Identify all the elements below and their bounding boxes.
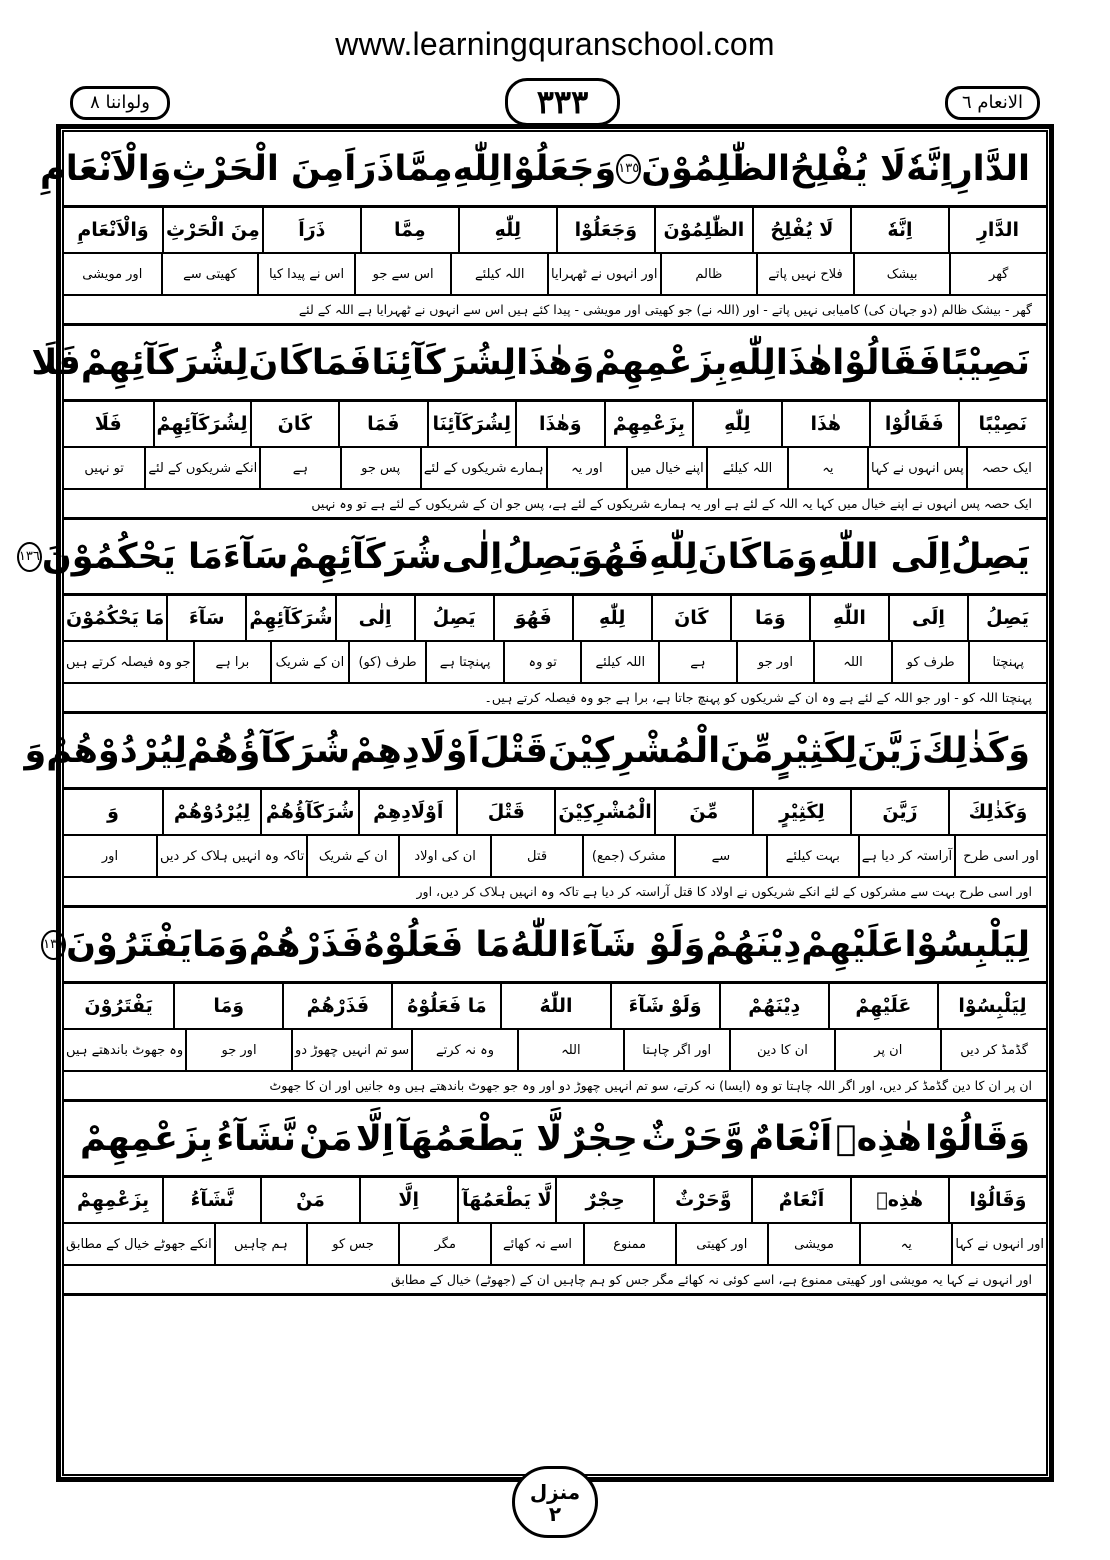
arabic-word-cell: لِلّٰهِ [572,596,651,640]
verse-word: وَكَذٰلِكَ [921,730,1030,771]
urdu-translation-line: اور انہوں نے کہا یہ مویشی اور کھیتی ممنوع ہے، اسے کوئی نہ کھائے مگر جس کو ہم چاہیں ان کے (جھوٹے) خیال کے مطابق [64,1266,1046,1296]
arabic-word-cell: اِلَّا [359,1178,457,1222]
arabic-word-cell: شُرَكَآئِهِمْ [245,596,334,640]
arabic-word-cell: يَصِلُ [967,596,1046,640]
verse-word: نَصِيْبًا [940,342,1030,383]
urdu-meaning-cell: ان کی اولاد [398,836,490,876]
urdu-meaning-row [64,1030,1046,1072]
arabic-word-cell: يَصِلُ [414,596,493,640]
verse-word: الْمُشْرِكِيْنَ [547,730,721,771]
urdu-meaning-cell: اور کھیتی [675,1224,767,1264]
verse-word: لِلّٰهِ [727,342,776,383]
verse-word: وَلَوْ شَآءَ [570,924,706,965]
section [40,132,1046,326]
juz-name-label: ولواننا ٨ [70,86,170,120]
arabic-word-cell: الْمُشْرِكِيْنَ [554,790,653,834]
urdu-translation-line: اور اسی طرح بہت سے مشرکوں کے لئے انکے شریکوں نے اولاد کا قتل آراستہ کر دیا ہے تاکہ وہ انہیں ہلاک کر دیں، اور [64,878,1046,908]
arabic-word-cell: كَانَ [250,402,339,446]
urdu-meaning-cell: پہنچتا ہے [425,642,503,682]
verse-word: وَجَعَلُوْا [501,148,617,189]
arabic-word-cell: زَيَّنَ [850,790,948,834]
arabic-word-cell: لِلّٰهِ [458,208,556,252]
verse-word: فَذَرْهُمْ [248,924,364,965]
urdu-meaning-cell: کھیتی سے [161,254,258,294]
urdu-meaning-cell: پس انہوں نے کہا [867,448,966,488]
urdu-translation-line: گھر - بیشک ظالم (دو جہان کی) کامیابی نہیں پاتے - اور (اللہ نے) جو کھیتی اور مویشی - پیدا کئے ہیں اس سے انہوں نے ٹھہرایا ہے اللہ کے لئے [64,296,1046,326]
arabic-word-cell: لِيَلْبِسُوْا [937,984,1046,1028]
urdu-meaning-cell: تاکہ وہ انہیں ہلاک کر دیں [156,836,306,876]
surah-name-label: الانعام ٦ [945,86,1040,120]
urdu-meaning-cell: اور جو [736,642,814,682]
arabic-word-cell: فَمَا [338,402,426,446]
urdu-meaning-cell: قتل [490,836,582,876]
verse-word: مَا يَحْكُمُوْنَ [41,536,223,577]
verse-word: زَيَّنَ [857,730,922,771]
urdu-meaning-cell: یہ [859,1224,951,1264]
urdu-meaning-row [64,642,1046,684]
arabic-word-cell: لَا يُفْلِحُ [752,208,850,252]
section [18,520,1046,714]
arabic-word-cell: وَجَعَلُوْا [556,208,654,252]
urdu-meaning-cell: ان کا دین [729,1030,835,1070]
verse-word: فَقَالُوْا [832,342,941,383]
urdu-meaning-cell: اور جو [185,1030,291,1070]
verse-word: بِزَعْمِهِمْ [80,1118,213,1159]
urdu-meaning-cell: ظالم [660,254,757,294]
ayah-number-marker: ١٣٧ [41,930,66,960]
urdu-meaning-cell: وہ جھوٹ باندھتے ہیں [66,1042,184,1058]
urdu-meaning-cell: پہنچتا [968,642,1046,682]
urdu-meaning-cell: اور اگر چاہتا [623,1030,729,1070]
arabic-word-cell: الظّٰلِمُوْنَ [654,208,752,252]
arabic-word-cell: مَنْ [260,1178,358,1222]
urdu-meaning-cell: طرف (کو) [348,642,426,682]
arabic-word-cell: اَنْعَامٌ [751,1178,849,1222]
urdu-meaning-cell: اس سے جو [354,254,451,294]
manzil-emblem [512,1466,598,1538]
verse-word: هٰذِهٖ [835,1118,922,1159]
arabic-word-cell: وَهٰذَا [515,402,603,446]
verse-word: لِلّٰهِ [649,536,698,577]
verse-word: يَصِلُ [502,536,582,577]
urdu-meaning-cell: اور انہوں نے کہا [951,1224,1046,1264]
verse-word: لَا يُفْلِحُ [790,148,907,189]
verse-word: الظّٰلِمُوْنَ [641,148,791,189]
urdu-meaning-row [64,1224,1046,1266]
arabic-word-cell: اللّٰهُ [500,984,609,1028]
section [64,1102,1046,1296]
urdu-meaning-row [64,254,1046,296]
urdu-meaning-row [64,836,1046,878]
arabic-word-row [64,208,1046,254]
urdu-meaning-cell: آراستہ کر دیا ہے [858,836,954,876]
verse-word: اَنْعَامٌ [748,1118,833,1159]
arabic-word-cell: لَّا يَطْعَمُهَآ [457,1178,555,1222]
arabic-word-cell: مِّنَ [654,790,752,834]
verse-word: ذَرَاَ [344,148,395,189]
urdu-meaning-cell: ہے [259,448,339,488]
verse-word: اِلَّا [355,1118,394,1159]
verse-word: اِلَى اللّٰهِ [817,536,952,577]
urdu-meaning-cell: اللہ کیلئے [450,254,547,294]
urdu-meaning-cell: ہم چاہیں [214,1224,306,1264]
arabic-word-cell: فَهُوَ [493,596,572,640]
arabic-word-cell: وَمَا [730,596,809,640]
urdu-meaning-cell: انکے جھوٹے خیال کے مطابق [66,1236,212,1252]
verse-word: لِيُرْدُوْهُمْ [46,730,187,771]
arabic-word-cell: الدَّارِ [948,208,1046,252]
manzil-label: منزل [529,1480,581,1504]
verse-word: كَانَ [248,342,312,383]
arabic-word-cell: اِنَّهٗ [850,208,948,252]
arabic-word-cell: لِكَثِيْرٍ [752,790,850,834]
verse-word: الدَّارِ [952,148,1030,189]
verse-line [64,1102,1046,1178]
urdu-meaning-row [64,448,1046,490]
arabic-word-cell: بِزَعْمِهِمْ [604,402,693,446]
urdu-meaning-cell: اور اسی طرح [954,836,1046,876]
urdu-meaning-cell: ان کے شریک [306,836,398,876]
verse-word: حِجْرٌ [565,1118,638,1159]
verse-word: اِلٰى [441,536,503,577]
urdu-meaning-cell: اللہ [813,642,891,682]
urdu-meaning-cell: ہے [658,642,736,682]
arabic-word-row [64,1178,1046,1224]
site-url: www.learningquranschool.com [335,26,775,62]
verse-word: لِشُرَكَآئِنَا [371,342,517,383]
verse-word: بِزَعْمِهِمْ [594,342,728,383]
urdu-meaning-cell: جس کو [306,1224,398,1264]
arabic-word-cell: لِيُرْدُوْهُمْ [162,790,260,834]
urdu-translation-line: ایک حصہ پس انہوں نے اپنے خیال میں کہا یہ اللہ کے لئے ہے اور یہ ہمارے شریکوں کے لئے ہے، پس جو ان کے شریکوں کے لئے ہے تو وہ نہیں [64,490,1046,520]
arabic-word-cell: وَكَذٰلِكَ [948,790,1046,834]
arabic-word-cell: مِنَ الْحَرْثِ [162,208,262,252]
urdu-meaning-cell: یہ [787,448,867,488]
verse-word: مِنَ الْحَرْثِ [171,148,345,189]
arabic-word-cell: اللّٰهِ [809,596,888,640]
urdu-meaning-cell: مگر [398,1224,490,1264]
urdu-translation-line: پہنچتا اللہ کو - اور جو اللہ کے لئے ہے وہ ان کے شریکوں کو پہنچ جاتا ہے، برا ہے جو وہ فیصلہ کرتے ہیں۔ [64,684,1046,714]
urdu-meaning-cell: اور [101,848,119,864]
quran-page [18,132,1046,1296]
verse-word: دِيْنَهُمْ [705,924,802,965]
page-number: ٣٣٣ [505,78,620,126]
urdu-meaning-cell: اپنے خیال میں [626,448,706,488]
verse-word: وَمَا [761,536,818,577]
arabic-word-cell: وَ [107,801,119,823]
manzil-number: ٢ [548,1502,562,1526]
verse-line [31,326,1046,402]
verse-word: وَهٰذَا [516,342,595,383]
urdu-meaning-cell: سو تم انہیں چھوڑ دو [291,1030,411,1070]
urdu-meaning-cell: اس نے پیدا کیا [257,254,354,294]
arabic-word-cell: دِيْنَهُمْ [719,984,828,1028]
arabic-word-cell: سَآءَ [166,596,245,640]
arabic-word-cell: وَّحَرْثٌ [653,1178,751,1222]
arabic-word-cell: هٰذِهٖ [850,1178,948,1222]
arabic-word-cell: وَالْاَنْعَامِ [77,219,149,241]
urdu-meaning-cell: اور مویشی [82,266,143,282]
verse-line [40,132,1046,208]
arabic-word-row [64,984,1046,1030]
arabic-word-cell: اِلَى [888,596,967,640]
verse-word: فَهُوَ [581,536,650,577]
verse-word: يَصِلُ [951,536,1030,577]
urdu-meaning-cell: سے [674,836,766,876]
verse-word: اِنَّهٗ [906,148,953,189]
verse-word: شُرَكَآؤُهُمْ [186,730,351,771]
verse-word: مِّنَ [720,730,774,771]
verse-word: عَلَيْهِمْ [801,924,905,965]
urdu-meaning-cell: اور انہوں نے ٹھہرایا [547,254,660,294]
verse-word: مَنْ [299,1118,353,1159]
arabic-word-cell: ذَرَاَ [262,208,360,252]
arabic-word-cell: يَفْتَرُوْنَ [84,995,153,1017]
verse-word: شُرَكَآئِهِمْ [288,536,442,577]
urdu-meaning-cell: طرف کو [891,642,969,682]
arabic-word-cell: نَصِيْبًا [958,402,1046,446]
verse-word: وَالْاَنْعَامِ [40,148,172,189]
verse-word: وَمَا [192,924,249,965]
urdu-meaning-cell: ممنوع [583,1224,675,1264]
verse-word: هٰذَا [775,342,833,383]
arabic-word-cell: فَلَا [94,413,122,435]
arabic-word-cell: اِلٰى [335,596,414,640]
urdu-meaning-cell: پس جو [340,448,420,488]
arabic-word-cell: وَمَا [173,984,282,1028]
verse-word: وَّحَرْثٌ [641,1118,746,1159]
ayah-number-marker: ١٣٥ [616,154,641,184]
urdu-meaning-cell: اللہ [517,1030,623,1070]
urdu-meaning-cell: ہمارے شریکوں کے لئے [420,448,546,488]
verse-line [18,520,1046,596]
urdu-meaning-cell: تو نہیں [84,460,124,476]
arabic-word-cell: فَذَرْهُمْ [282,984,391,1028]
verse-word: يَفْتَرُوْنَ [66,924,193,965]
arabic-word-cell: بِزَعْمِهِمْ [77,1189,150,1211]
verse-word: قَتْلَ [479,730,548,771]
urdu-meaning-cell: انکے شریکوں کے لئے [144,448,259,488]
verse-line [43,908,1046,984]
arabic-word-row [64,790,1046,836]
ayah-number-marker: ١٣٦ [17,542,42,572]
verse-word: لَّا يَطْعَمُهَآ [397,1118,563,1159]
urdu-meaning-cell: مشرک (جمع) [582,836,674,876]
arabic-word-cell: لِشُرَكَآئِهِمْ [153,402,250,446]
section [24,714,1046,908]
urdu-meaning-cell: برا ہے [193,642,271,682]
arabic-word-cell: وَقَالُوْا [948,1178,1046,1222]
urdu-meaning-cell: بہت کیلئے [766,836,858,876]
arabic-word-cell: كَانَ [651,596,730,640]
urdu-meaning-cell: اللہ کیلئے [706,448,786,488]
arabic-word-cell: مَا فَعَلُوْهُ [391,984,500,1028]
verse-word: مِمَّا [394,148,453,189]
arabic-word-cell: نَّشَآءُ [162,1178,260,1222]
urdu-meaning-cell: مویشی [767,1224,859,1264]
urdu-translation-line: ان پر ان کا دین گڈمڈ کر دیں، اور اگر اللہ چاہتا تو وہ (ایسا) نہ کرتے، سو تم انہیں چھوڑ دو اور وہ جو جھوٹ باندھتے ہیں وہ جانیں اور ان کا جھوٹ [64,1072,1046,1102]
urdu-meaning-cell: ایک حصہ [966,448,1046,488]
urdu-meaning-cell: اللہ کیلئے [580,642,658,682]
arabic-word-cell: مَا يَحْكُمُوْنَ [66,607,165,629]
urdu-meaning-cell: اور یہ [546,448,626,488]
urdu-meaning-cell: ان کے شریک [270,642,348,682]
arabic-word-cell: مِمَّا [360,208,458,252]
section [31,326,1046,520]
arabic-word-cell: فَقَالُوْا [869,402,958,446]
arabic-word-row [64,596,1046,642]
arabic-word-row [64,402,1046,448]
verse-word: لِيَلْبِسُوْا [904,924,1030,965]
verse-word: فَلَا [31,342,81,383]
arabic-word-cell: حِجْرٌ [555,1178,653,1222]
arabic-word-cell: لِلّٰهِ [692,402,781,446]
verse-word: كَانَ [697,536,762,577]
urdu-meaning-cell: گھر [949,254,1046,294]
arabic-word-cell: قَتْلَ [456,790,554,834]
section [43,908,1046,1102]
arabic-word-cell: هٰذَا [781,402,869,446]
urdu-meaning-cell: وہ نہ کرتے [411,1030,517,1070]
verse-line [24,714,1046,790]
verse-word: مَا فَعَلُوْهُ [363,924,511,965]
arabic-word-cell: عَلَيْهِمْ [828,984,937,1028]
verse-word: اللّٰهُ [510,924,571,965]
arabic-word-cell: شُرَكَآؤُهُمْ [260,790,358,834]
arabic-word-cell: وَلَوْ شَآءَ [610,984,719,1028]
urdu-meaning-cell: ان پر [834,1030,940,1070]
urdu-meaning-cell: فلاح نہیں پاتے [756,254,853,294]
urdu-meaning-cell: تو وہ [503,642,581,682]
urdu-meaning-cell: گڈمڈ کر دیں [940,1030,1046,1070]
arabic-word-cell: لِشُرَكَآئِنَا [427,402,516,446]
urdu-meaning-cell: جو وہ فیصلہ کرتے ہیں [66,654,191,670]
verse-word: لِلّٰهِ [452,148,502,189]
verse-word: وَ [24,730,47,771]
verse-word: فَمَا [311,342,372,383]
urdu-meaning-cell: بیشک [853,254,950,294]
arabic-word-cell: اَوْلَادِهِمْ [358,790,456,834]
verse-word: نَّشَآءُ [216,1118,296,1159]
urdu-meaning-cell: اسے نہ کھائے [490,1224,582,1264]
verse-word: وَقَالُوْا [925,1118,1030,1159]
verse-word: اَوْلَادِهِمْ [350,730,480,771]
verse-word: لِكَثِيْرٍ [773,730,858,771]
verse-word: لِشُرَكَآئِهِمْ [80,342,249,383]
verse-word: سَآءَ [222,536,289,577]
